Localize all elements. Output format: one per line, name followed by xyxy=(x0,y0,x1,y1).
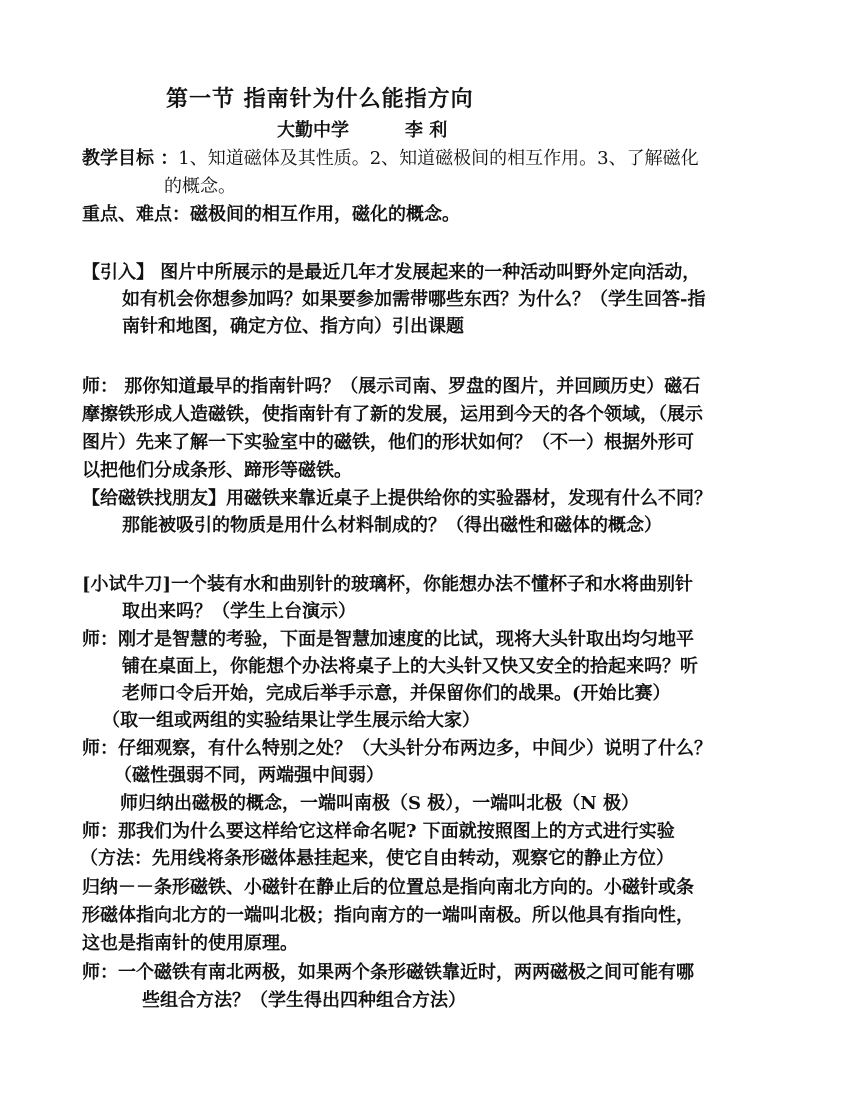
para-5-line-1: 师：仔细观察，有什么特别之处？（大头针分布两边多，中间少）说明了什么？ xyxy=(82,738,712,759)
para-8-line-2: 些组合方法？（学生得出四种组合方法） xyxy=(142,990,466,1011)
para-5-line-2: （磁性强弱不同，两端强中间弱） xyxy=(114,765,384,786)
author-line xyxy=(277,118,447,144)
para-6-line-2: （方法：先用线将条形磁体悬挂起来，使它自由转动，观察它的静止方位） xyxy=(80,848,674,869)
para-3-line-2: 取出来吗？（学生上台演示） xyxy=(122,601,356,622)
intro-line-3: 南针和地图，确定方位、指方向）引出课题 xyxy=(122,316,464,337)
para-5-line-3: 师归纳出磁极的概念，一端叫南极（S 极），一端叫北极（N 极） xyxy=(120,793,639,814)
para-7-line-3: 这也是指南针的使用原理。 xyxy=(82,933,298,954)
para-4-line-1: 师：刚才是智慧的考验，下面是智慧加速度的比试，现将大头针取出均匀地平 xyxy=(82,629,694,650)
para-7-line-1: 归纳－－条形磁铁、小磁针在静止后的位置总是指向南北方向的。小磁针或条 xyxy=(82,877,694,898)
intro-line-2: 如有机会你想参加吗？如果要参加需带哪些东西？为什么？（学生回答-指 xyxy=(122,289,706,310)
para-1-line-3: 图片）先来了解一下实验室中的磁铁，他们的形状如何？（不一）根据外形可 xyxy=(82,432,694,453)
para-2-line-2: 那能被吸引的物质是用什么材料制成的？（得出磁性和磁体的概念） xyxy=(122,515,662,536)
objectives-line-2: 的概念。 xyxy=(164,176,236,197)
page-title: 第一节 指南针为什么能指方向 xyxy=(166,86,474,112)
key-points-line xyxy=(82,202,460,228)
para-2-line-1: 【给磁铁找朋友】用磁铁来靠近桌子上提供给你的实验器材，发现有什么不同？ xyxy=(82,488,712,509)
para-7-line-2: 形磁体指向北方的一端叫北极；指向南方的一端叫南极。所以他具有指向性， xyxy=(82,905,694,926)
para-4-line-3: 老师口令后开始，完成后举手示意，并保留你们的战果。(开始比赛） xyxy=(122,683,671,704)
para-4-line-2: 铺在桌面上，你能想个办法将桌子上的大头针又快又安全的拾起来吗？听 xyxy=(122,656,698,677)
key-points-text: 磁极间的相互作用，磁化的概念。 xyxy=(190,204,460,225)
school-name: 大勤中学 xyxy=(277,120,349,141)
para-4-line-4: （取一组或两组的实验结果让学生展示给大家） xyxy=(102,710,480,731)
para-6-line-1: 师：那我们为什么要这样给它这样命名呢? 下面就按照图上的方式进行实验 xyxy=(82,821,675,842)
para-3-line-1: [小试牛刀]一个装有水和曲别针的玻璃杯，你能想办法不懂杯子和水将曲别针 xyxy=(82,574,694,595)
objectives-line-1 xyxy=(82,146,699,172)
teacher-name: 李 利 xyxy=(405,120,448,141)
key-points-label: 重点、难点： xyxy=(82,204,190,225)
para-1-line-1: 师： 那你知道最早的指南针吗？（展示司南、罗盘的图片，并回顾历史）磁石 xyxy=(82,376,701,397)
objectives-text: 1、知道磁体及其性质。2、知道磁极间的相互作用。3、了解磁化 xyxy=(178,148,699,169)
para-1-line-4: 以把他们分成条形、蹄形等磁铁。 xyxy=(82,460,352,481)
para-1-line-2: 摩擦铁形成人造磁铁，使指南针有了新的发展，运用到今天的各个领域，（展示 xyxy=(82,404,703,425)
intro-line-1: 【引入】 图片中所展示的是最近几年才发展起来的一种活动叫野外定向活动， xyxy=(82,262,701,283)
objectives-label: 教学目标 ： xyxy=(82,148,179,169)
para-8-line-1: 师：一个磁铁有南北两极，如果两个条形磁铁靠近时，两两磁极之间可能有哪 xyxy=(82,962,694,983)
